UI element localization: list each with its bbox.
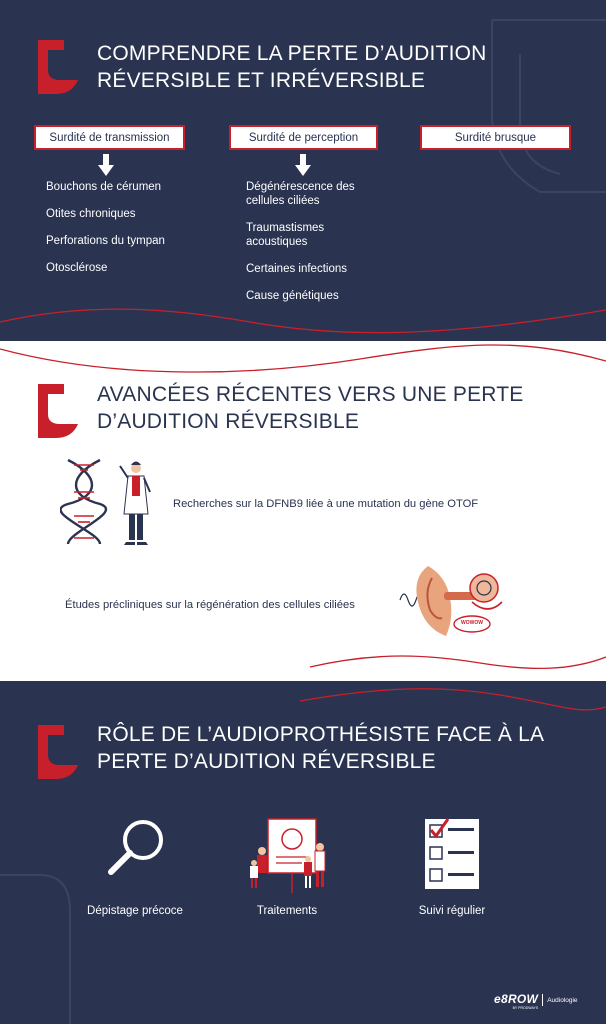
category-perception: Surdité de perception <box>229 125 378 150</box>
red-wave-divider <box>0 681 606 721</box>
role-screening-label: Dépistage précoce <box>87 905 183 917</box>
list-item: Otosclérose <box>46 262 108 274</box>
title-line-2: D’AUDITION RÉVERSIBLE <box>97 410 360 433</box>
down-arrow-icon <box>98 154 114 176</box>
dna-scientist-illustration <box>60 456 160 548</box>
section-title <box>97 381 524 435</box>
list-item: Traumastismes acoustiques <box>246 222 325 248</box>
title-line-2: RÉVERSIBLE ET IRRÉVERSIBLE <box>97 69 426 92</box>
section-audioprosthetist-role <box>0 681 606 1024</box>
brand-mark-icon <box>38 725 78 779</box>
advance-hair-cells-text: Études précliniques sur la régénération des cellules ciliées <box>65 599 355 611</box>
ear-sound-label: WOWOW <box>461 620 483 626</box>
brand-separator <box>542 994 543 1006</box>
brand-logo <box>494 990 578 1010</box>
brand-wordmark <box>494 990 538 1010</box>
transmission-causes-list <box>46 180 216 288</box>
list-item: Dégénérescence des cellules ciliées <box>246 181 355 207</box>
section-hearing-loss-types <box>0 0 606 341</box>
section-title <box>97 40 487 94</box>
brand-name: e8ROW <box>494 992 539 1006</box>
checklist-icon <box>424 815 480 891</box>
category-transmission: Surdité de transmission <box>34 125 185 150</box>
down-arrow-icon <box>295 154 311 176</box>
title-line-1: AVANCÉES RÉCENTES VERS UNE PERTE <box>97 383 524 406</box>
list-item: Cause génétiques <box>246 290 339 302</box>
brand-mark-icon <box>38 384 78 438</box>
list-item: Bouchons de cérumen <box>46 181 162 193</box>
inner-ear-illustration <box>398 558 508 640</box>
section-title <box>97 721 544 775</box>
role-treatments-label: Traitements <box>256 905 318 917</box>
category-sudden: Surdité brusque <box>420 125 571 150</box>
decorative-outline-shape <box>470 14 606 204</box>
medical-team-icon <box>248 817 328 895</box>
advance-otof-text: Recherches sur la DFNB9 liée à une mutation du gène OTOF <box>173 498 479 510</box>
title-line-2: PERTE D’AUDITION RÉVERSIBLE <box>97 750 436 773</box>
role-followup-label: Suivi régulier <box>418 905 486 917</box>
section-recent-advances <box>0 341 606 681</box>
red-wave-divider <box>0 641 606 681</box>
list-item: Perforations du tympan <box>46 235 165 247</box>
magnifying-glass-icon <box>105 816 169 880</box>
title-line-1: RÔLE DE L’AUDIOPROTHÉSISTE FACE À LA <box>97 723 545 746</box>
list-item: Otites chroniques <box>46 208 136 220</box>
perception-causes-list <box>246 180 371 316</box>
brand-tagline: Audiologie <box>547 996 578 1004</box>
brand-subtitle: BY PRODWAYS <box>512 1006 539 1010</box>
red-wave-divider <box>0 300 606 341</box>
brand-mark-icon <box>38 40 78 94</box>
decorative-outline-shape <box>0 871 100 1024</box>
red-wave-divider <box>0 341 606 381</box>
list-item: Certaines infections <box>246 263 347 275</box>
title-line-1: COMPRENDRE LA PERTE D’AUDITION <box>97 42 487 65</box>
